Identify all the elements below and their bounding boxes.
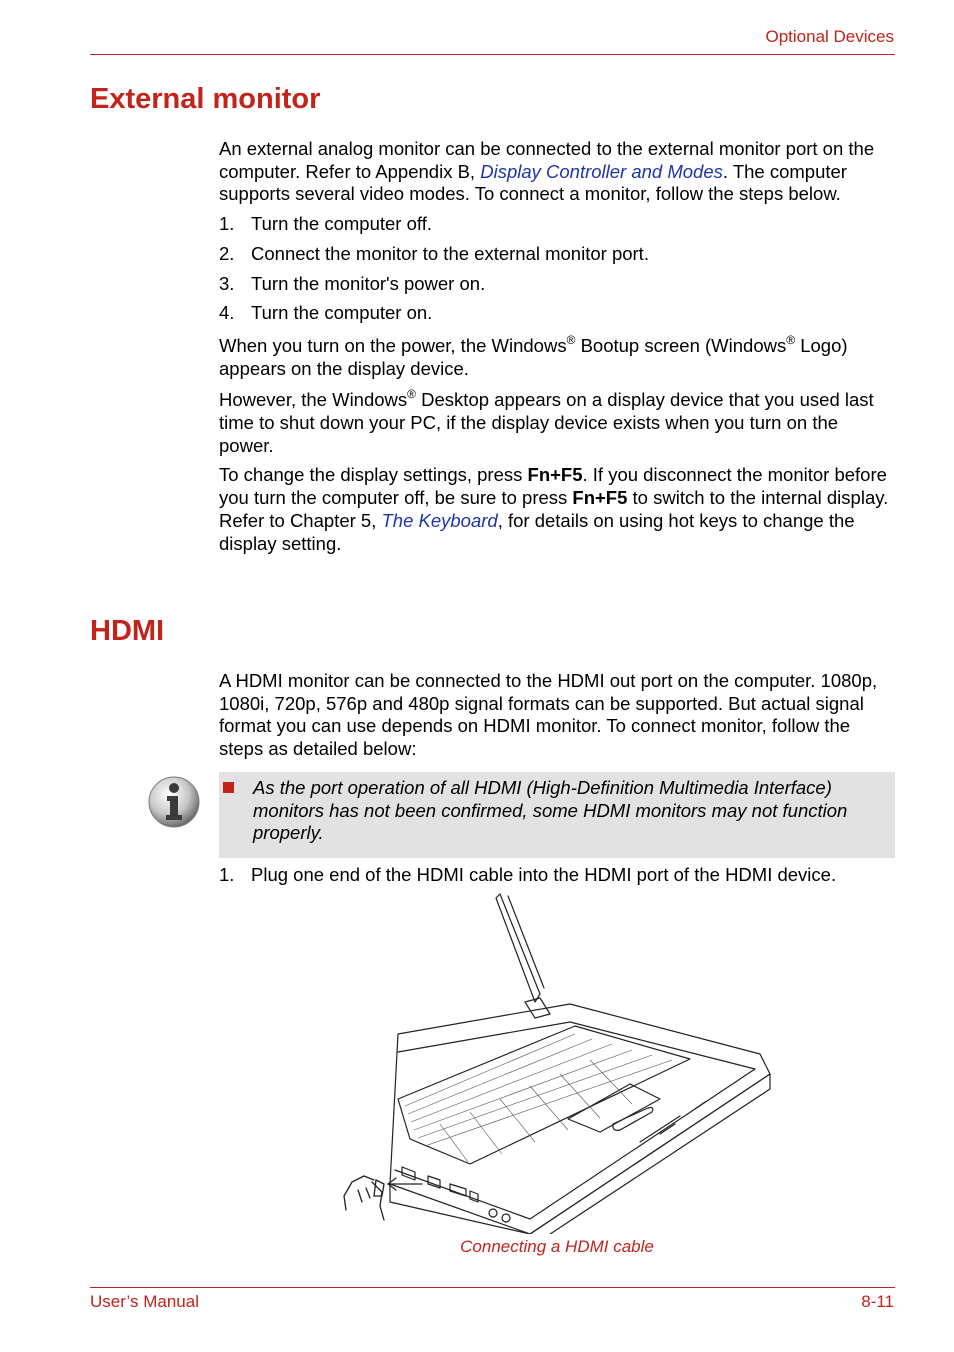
external-monitor-heading: External monitor bbox=[90, 83, 321, 115]
keyboard-chapter-link[interactable]: The Keyboard bbox=[381, 509, 498, 531]
note-text: As the port operation of all HDMI (High-Definition Multimedia Interface) monitors has not been confirmed, some HDMI monitors may not function properly. bbox=[253, 777, 848, 844]
page-number: 8-11 bbox=[861, 1292, 894, 1311]
hotkey: Fn+F5 bbox=[527, 464, 583, 486]
display-settings-paragraph: To change the display settings, press Fn+F5. If you disconnect the monitor before you turn the computer off, be sure to press Fn+F5 to switch to the internal display. Refer to Chapter 5, The Keyboard, for details on using hot keys to change the display setting. bbox=[219, 464, 889, 554]
hdmi-intro: A HDMI monitor can be connected to the HDMI out port on the computer. 1080p, 1080i, 720p, 576p and 480p signal formats can be supported. But actual signal format you can use depends on HDMI monitor. To connect monitor, follow the steps as detailed below: bbox=[219, 670, 878, 760]
step-item: 4. Turn the computer on. bbox=[219, 302, 433, 324]
footer-rule bbox=[90, 1287, 895, 1288]
figure-caption: Connecting a HDMI cable bbox=[460, 1237, 654, 1256]
laptop-hdmi-illustration bbox=[330, 884, 780, 1234]
power-on-paragraph: When you turn on the power, the Windows® Bootup screen (Windows® Logo) appears on the display device. bbox=[219, 332, 848, 379]
bullet-square-icon bbox=[223, 782, 234, 793]
hotkey: Fn+F5 bbox=[572, 487, 628, 509]
step-item: 2. Connect the monitor to the external monitor port. bbox=[219, 242, 649, 264]
step-item: 3. Turn the monitor's power on. bbox=[219, 272, 486, 294]
appendix-b-link[interactable]: Display Controller and Modes bbox=[480, 160, 723, 182]
step-item: 1. Plug one end of the HDMI cable into the HDMI port of the HDMI device. bbox=[219, 864, 837, 885]
header-rule bbox=[90, 54, 895, 55]
note-box bbox=[219, 772, 895, 858]
external-monitor-section bbox=[219, 138, 895, 555]
hdmi-heading: HDMI bbox=[90, 615, 165, 647]
footer-manual-title: User’s Manual bbox=[90, 1292, 199, 1311]
info-icon bbox=[147, 775, 201, 829]
external-monitor-intro: An external analog monitor can be connected to the external monitor port on the computer. Refer to Appendix B, Display Controller and Modes. The computer supports several video modes. To connect a monitor, follow the steps below. bbox=[219, 138, 875, 205]
running-header: Optional Devices bbox=[765, 27, 894, 46]
desktop-paragraph: However, the Windows® Desktop appears on a display device that you used last time to shut down your PC, if the display device exists when you turn on the power. bbox=[219, 387, 874, 456]
step-item: 1. Turn the computer off. bbox=[219, 213, 432, 235]
